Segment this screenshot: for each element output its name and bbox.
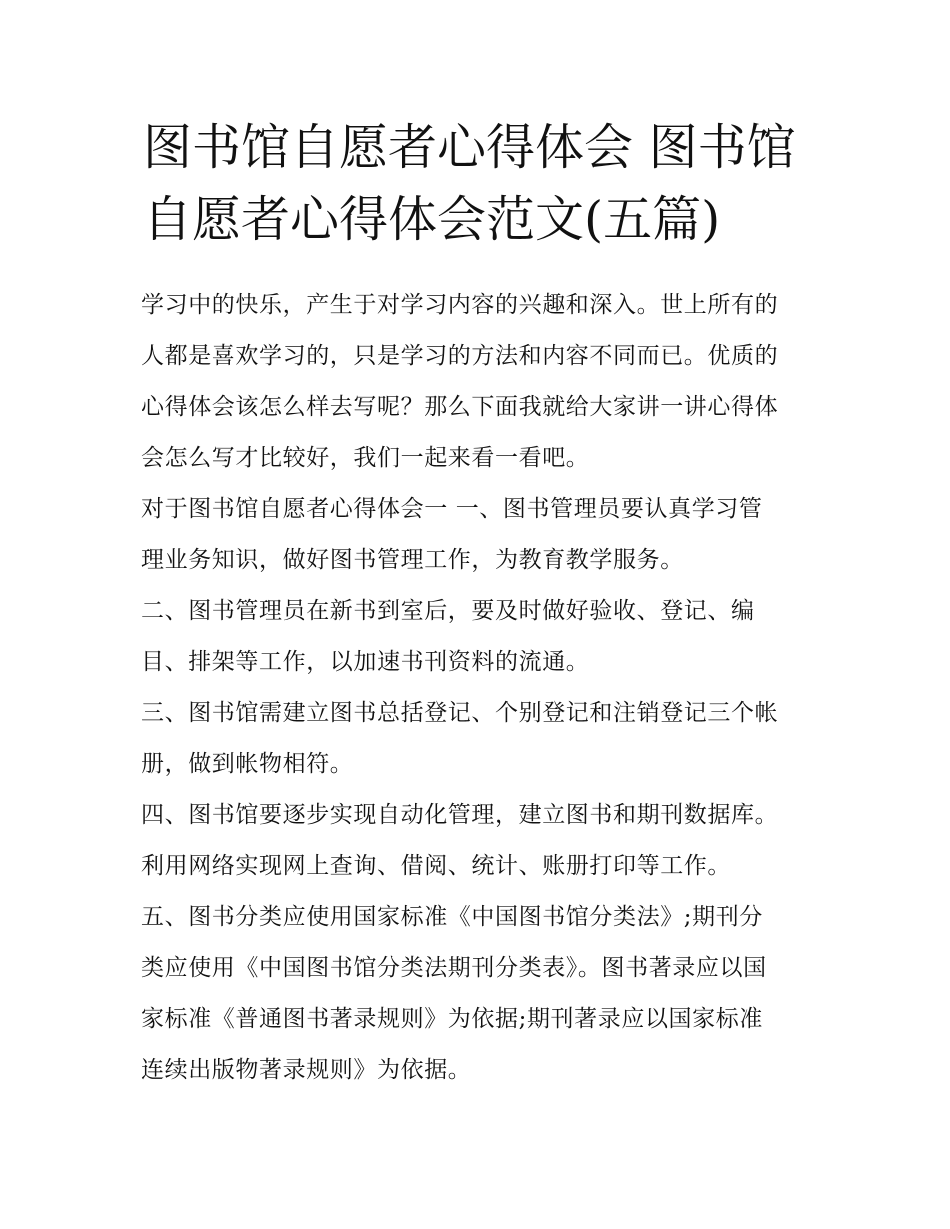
paragraph-line: 利用网络实现网上查询、借阅、统计、账册打印等工作。 xyxy=(141,853,731,879)
title-line: 自愿者心得体会范文(五篇) xyxy=(143,191,721,248)
paragraph-line: 会怎么写才比较好，我们一起来看一看吧。 xyxy=(141,445,590,471)
paragraph-line: 学习中的快乐，产生于对学习内容的兴趣和深入。世上所有的 xyxy=(141,292,779,318)
document-body xyxy=(141,280,821,1096)
paragraph xyxy=(141,688,821,790)
paragraph-line: 对于图书馆自愿者心得体会一 一、图书管理员要认真学习管 xyxy=(141,496,763,522)
paragraph-line: 家标准《普通图书著录规则》为依据;期刊著录应以国家标准 xyxy=(141,1006,763,1032)
paragraph-line: 册，做到帐物相符。 xyxy=(141,751,354,777)
paragraph xyxy=(141,790,821,892)
paragraph-line: 类应使用《中国图书馆分类法期刊分类表》。图书著录应以国 xyxy=(141,955,767,981)
paragraph-line: 心得体会该怎么样去写呢？那么下面我就给大家讲一讲心得体 xyxy=(141,394,779,420)
paragraph-line: 理业务知识，做好图书管理工作，为教育教学服务。 xyxy=(141,547,684,573)
paragraph-line: 连续出版物著录规则》为依据。 xyxy=(141,1057,472,1083)
paragraph xyxy=(141,586,821,688)
paragraph-line: 三、图书馆需建立图书总括登记、个别登记和注销登记三个帐 xyxy=(141,700,779,726)
page-title xyxy=(143,112,823,256)
paragraph-line: 五、图书分类应使用国家标准《中国图书馆分类法》;期刊分 xyxy=(141,904,763,930)
paragraph-line: 二、图书管理员在新书到室后，要及时做好验收、登记、编 xyxy=(141,598,755,624)
paragraph-line: 目、排架等工作，以加速书刊资料的流通。 xyxy=(141,649,590,675)
paragraph xyxy=(141,484,821,586)
paragraph-line: 四、图书馆要逐步实现自动化管理，建立图书和期刊数据库。 xyxy=(141,802,779,828)
paragraph-line: 人都是喜欢学习的，只是学习的方法和内容不同而已。优质的 xyxy=(141,343,779,369)
paragraph xyxy=(141,280,821,484)
paragraph xyxy=(141,892,821,1096)
title-line: 图书馆自愿者心得体会 图书馆 xyxy=(143,119,796,176)
